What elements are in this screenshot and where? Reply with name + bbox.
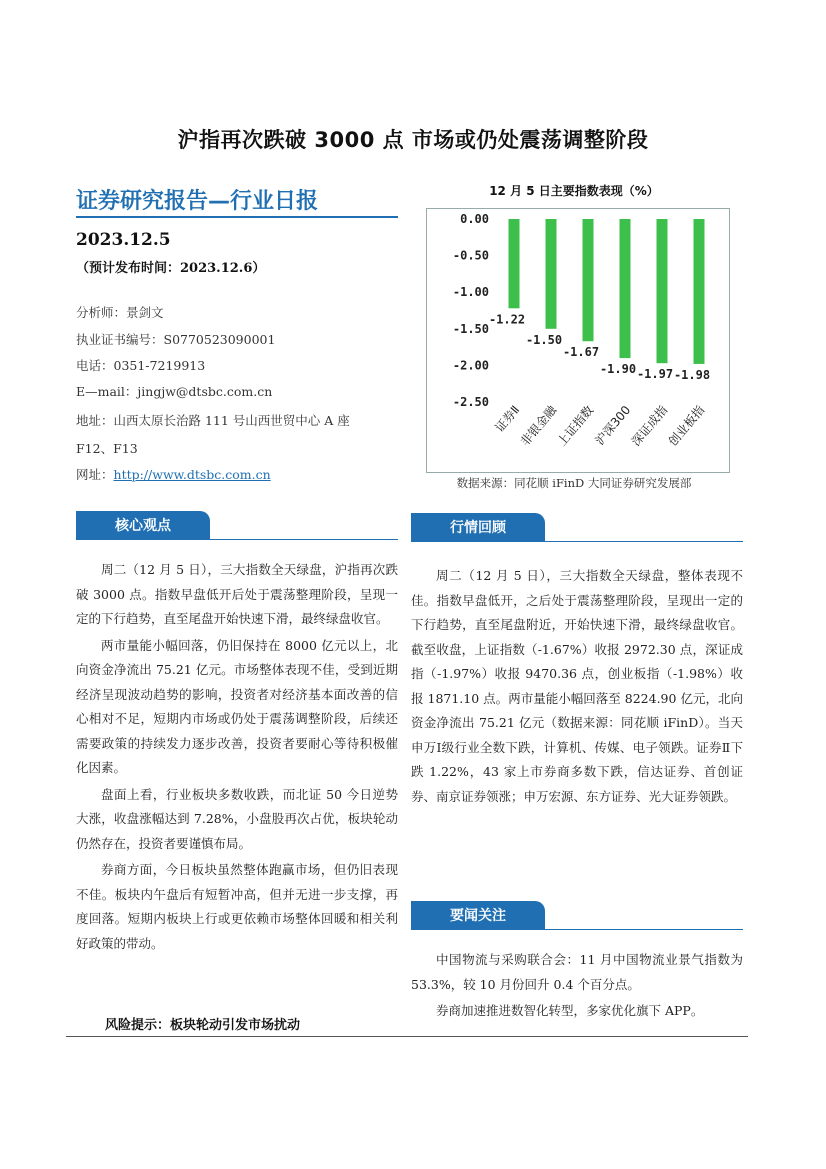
core-paragraph: 周二（12 月 5 日），三大指数全天绿盘，沪指再次跌破 3000 点。指数早盘低开后处于震荡整理阶段，呈现一定的下行趋势，直至尾盘开始快速下滑，最终绿盘收官。 <box>76 562 398 626</box>
market-section-line <box>411 541 743 542</box>
license-number: 执业证书编号：S0770523090001 <box>76 332 276 347</box>
chart-plot <box>427 209 729 472</box>
news-section-title: 要闻关注 <box>411 901 545 929</box>
footer-rule <box>66 1036 748 1037</box>
category-label: 沪深300 <box>592 402 634 448</box>
news-item: 券商加速推进数智化转型，多家优化旗下 APP。 <box>436 1003 704 1018</box>
email-address: E—mail：jingjw@dtsbc.com.cn <box>76 384 273 399</box>
category-label: 非银金融 <box>517 402 560 449</box>
index-performance-chart <box>409 182 739 494</box>
news-body <box>411 948 743 1026</box>
y-tick-label: -1.50 <box>452 321 489 336</box>
chart-title: 12 月 5 日主要指数表现（%） <box>489 184 659 198</box>
address-line-1: 地址：山西太原长治路 111 号山西世贸中心 A 座 <box>76 413 350 428</box>
bar <box>583 219 594 341</box>
category-label: 上证指数 <box>554 402 597 449</box>
category-label: 创业板指 <box>665 402 708 449</box>
report-type-underline <box>76 216 398 218</box>
category-label: 深证成指 <box>628 402 671 449</box>
bar <box>620 219 631 358</box>
publish-time: （预计发布时间：2023.12.6） <box>76 261 266 276</box>
core-section-header <box>76 511 398 540</box>
bar <box>694 219 705 364</box>
core-paragraph: 盘面上看，行业板块多数收跌，而北证 50 今日逆势大涨，收盘涨幅达到 7.28%，小盘股再次占优，板块轮动仍然存在，投资者要谨慎布局。 <box>76 786 398 851</box>
market-section-title: 行情回顾 <box>411 513 545 541</box>
bar <box>509 219 520 308</box>
core-paragraph: 券商方面，今日板块虽然整体跑赢市场，但仍旧表现不佳。板块内午盘后有短暂冲高，但并无进一步支撑，再度回落。短期内板块上行或更依赖市场整体回暖和相关利好政策的带动。 <box>76 862 398 951</box>
address-line-2: F12、F13 <box>76 441 138 456</box>
y-tick-label: -1.00 <box>452 285 489 300</box>
phone-number: 电话：0351-7219913 <box>76 358 206 373</box>
website-label: 网址： <box>76 467 114 482</box>
report-type-heading: 证券研究报告—行业日报 <box>76 189 319 214</box>
data-label: -1.97 <box>636 367 674 382</box>
report-title: 沪指再次跌破 3000 点 市场或仍处震荡调整阶段 <box>177 128 649 152</box>
core-section-title: 核心观点 <box>76 511 210 539</box>
news-section-header <box>411 901 743 930</box>
market-review-body <box>411 564 743 811</box>
core-view-body <box>76 558 398 958</box>
news-item: 中国物流与采购联合会：11 月中国物流业景气指数为 53.3%，较 10 月份回升 0.4 个百分点。 <box>411 952 743 992</box>
core-paragraph: 两市量能小幅回落，仍旧保持在 8000 亿元以上，北向资金净流出 75.21 亿元。市场整体表现不佳，受到近期经济呈现波动趋势的影响，投资者对经济基本面改善的信心相对不足，短期内市场或仍处于震荡调整阶段，后续还需要政策的持续发力逐步改善，投资者要耐心等待积极催化因素。 <box>76 637 398 775</box>
website-row <box>76 465 271 483</box>
market-paragraph: 周二（12 月 5 日），三大指数全天绿盘，整体表现不佳。指数早盘低开，之后处于震荡整理阶段，呈现出一定的下行趋势，直至尾盘附近，开始快速下滑，最终绿盘收官。截至收盘，上证指数（-1.67%）收报 2972.30 点，深证成指（-1.97%）收报 9470.36 点，创业板指（-1.98%）收报 1871.10 点。两市量能小幅回落至 8224.90 亿元，北向资金净流出 75.21 亿元（数据来源：同花顺 iFinD）。当天申万Ⅰ级行业全数下跌，计算机、传媒、电子领跌。证券Ⅱ下跌 1.22%，43 家上市券商多数下跌，信达证券、首创证券、南京证券领涨；申万宏源、东方证券、光大证券领跌。 <box>411 568 743 804</box>
risk-note: 风险提示：板块轮动引发市场扰动 <box>105 1018 301 1033</box>
bar <box>657 219 668 363</box>
website-link[interactable]: http://www.dtsbc.com.cn <box>113 467 271 482</box>
data-label: -1.50 <box>525 332 563 347</box>
y-tick-label: 0.00 <box>460 212 489 226</box>
data-label: -1.22 <box>488 312 526 327</box>
y-tick-label: -2.50 <box>452 395 489 409</box>
news-section-line <box>411 929 743 930</box>
category-label: 证券Ⅱ <box>492 402 523 435</box>
data-label: -1.90 <box>599 362 637 377</box>
analyst-name: 分析师：景剑文 <box>76 305 164 320</box>
y-tick-label: -0.50 <box>452 248 489 263</box>
y-tick-label: -2.00 <box>452 358 489 373</box>
data-label: -1.98 <box>673 367 711 382</box>
market-section-header <box>411 513 743 542</box>
core-section-line <box>76 539 398 540</box>
data-label: -1.67 <box>562 345 600 360</box>
bar <box>546 219 557 329</box>
report-date: 2023.12.5 <box>76 230 171 250</box>
chart-frame <box>426 208 730 473</box>
chart-source: 数据来源：同花顺 iFinD 大同证券研究发展部 <box>456 476 692 490</box>
